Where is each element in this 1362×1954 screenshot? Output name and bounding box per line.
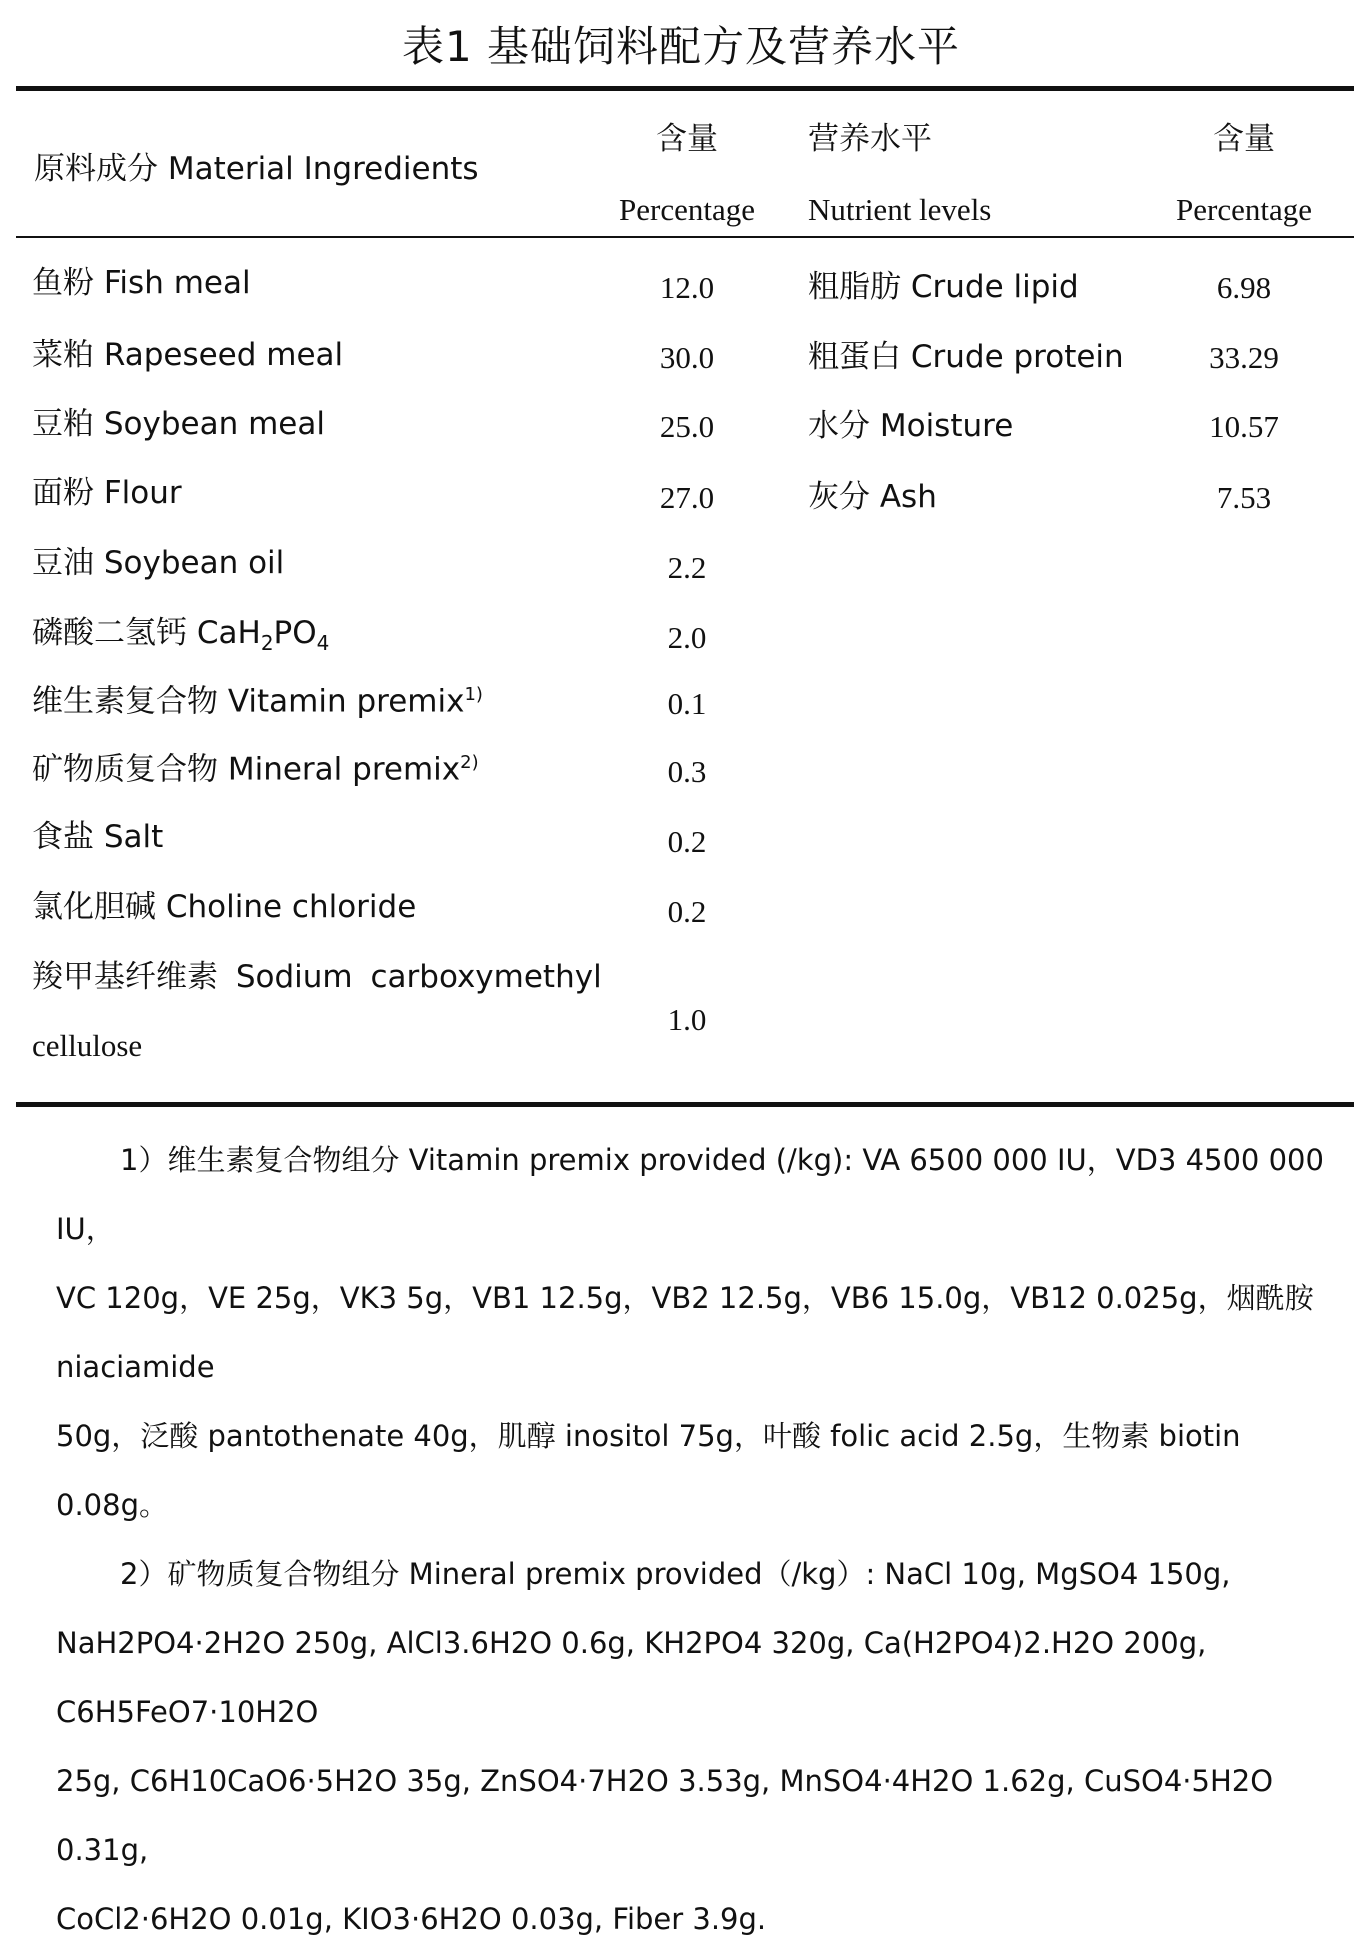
ingredient-name-text: 磷酸二氢钙 CaH bbox=[32, 615, 261, 651]
ingredient-name-line2: cellulose bbox=[32, 1028, 143, 1063]
footnotes bbox=[56, 1126, 1326, 1954]
ingredient-value: 27.0 bbox=[659, 480, 715, 515]
table-row bbox=[0, 265, 1362, 308]
ingredient-name: 菜粕 Rapeseed meal bbox=[32, 337, 344, 373]
table-row bbox=[0, 683, 1362, 726]
top-rule bbox=[16, 86, 1354, 91]
table-row bbox=[0, 819, 1362, 862]
ingredient-name: 豆油 Soybean oil bbox=[32, 545, 285, 581]
table-row bbox=[0, 406, 1362, 449]
table-row bbox=[0, 889, 1362, 932]
ingredient-value: 2.0 bbox=[667, 620, 707, 655]
header-content-cn-2: 含量 bbox=[1213, 121, 1275, 157]
ingredient-value: 12.0 bbox=[659, 270, 715, 305]
footnote-1-line-3: 50g，泛酸 pantothenate 40g，肌醇 inositol 75g，叶酸 folic acid 2.5g，生物素 biotin 0.08g。 bbox=[56, 1419, 1241, 1522]
ingredient-value: 1.0 bbox=[667, 1002, 707, 1037]
table-row bbox=[0, 475, 1362, 518]
header-percentage-2: Percentage bbox=[1176, 192, 1312, 227]
ingredient-name: 羧甲基纤维素 Sodium carboxymethyl bbox=[32, 959, 602, 995]
subscript: 4 bbox=[316, 631, 330, 656]
nutrient-name: 粗蛋白 Crude protein bbox=[808, 339, 1124, 375]
nutrient-value: 7.53 bbox=[1216, 480, 1272, 515]
footnote-1-line-1: 1）维生素复合物组分 Vitamin premix provided (/kg): VA 6500 000 IU，VD3 4500 000 IU， bbox=[56, 1143, 1324, 1246]
ingredient-value: 30.0 bbox=[659, 340, 715, 375]
header-nutrient-cn: 营养水平 bbox=[808, 121, 932, 157]
header-rule bbox=[16, 236, 1354, 238]
nutrient-value: 6.98 bbox=[1216, 270, 1272, 305]
nutrient-name: 灰分 Ash bbox=[808, 479, 937, 515]
footnote-2-line-3: 25g, C6H10CaO6·5H2O 35g, ZnSO4·7H2O 3.53g, MnSO4·4H2O 1.62g, CuSO4·5H2O 0.31g, bbox=[56, 1764, 1274, 1867]
ingredient-name: 面粉 Flour bbox=[32, 475, 182, 511]
table-row bbox=[0, 959, 1362, 1082]
ingredient-name-text: 维生素复合物 Vitamin premix bbox=[32, 683, 465, 720]
table-row bbox=[0, 615, 1362, 658]
ingredient-name bbox=[32, 683, 483, 720]
ingredient-name: 食盐 Salt bbox=[32, 819, 164, 855]
ingredient-name bbox=[32, 751, 479, 788]
ingredient-value: 0.2 bbox=[667, 894, 707, 929]
ingredient-value: 25.0 bbox=[659, 409, 715, 444]
ingredient-name-text: 矿物质复合物 Mineral premix bbox=[32, 751, 461, 788]
ingredient-name: 鱼粉 Fish meal bbox=[32, 265, 251, 301]
footnote-2-line-1: 2）矿物质复合物组分 Mineral premix provided（/kg）: NaCl 10g, MgSO4 150g, bbox=[120, 1557, 1231, 1591]
ingredient-name bbox=[32, 615, 330, 656]
ingredient-name: 豆粕 Soybean meal bbox=[32, 406, 325, 442]
table-title: 表1 基础饲料配方及营养水平 bbox=[401, 22, 961, 71]
ingredient-value: 0.1 bbox=[667, 686, 707, 721]
nutrient-value: 33.29 bbox=[1209, 340, 1279, 375]
table-row bbox=[0, 751, 1362, 794]
footnote-2-line-2: NaH2PO4·2H2O 250g, AlCl3.6H2O 0.6g, KH2PO4 320g, Ca(H2PO4)2.H2O 200g, C6H5FeO7·10H2O bbox=[56, 1626, 1207, 1729]
header-content-cn: 含量 bbox=[656, 121, 718, 157]
ingredient-name: 氯化胆碱 Choline chloride bbox=[32, 889, 417, 925]
ingredient-value: 0.3 bbox=[667, 754, 707, 789]
footnote-marker: 1) bbox=[464, 684, 483, 705]
footnote-2-line-4: CoCl2·6H2O 0.01g, KIO3·6H2O 0.03g, Fiber 3.9g. bbox=[56, 1902, 767, 1936]
subscript: 2 bbox=[260, 631, 274, 656]
nutrient-value: 10.57 bbox=[1209, 409, 1279, 444]
footnote-1-line-2: VC 120g，VE 25g，VK3 5g，VB1 12.5g，VB2 12.5g，VB6 15.0g，VB12 0.025g，烟酰胺 niaciamide bbox=[56, 1281, 1314, 1384]
table-row bbox=[0, 545, 1362, 588]
bottom-rule bbox=[16, 1102, 1354, 1107]
header-nutrient-levels: Nutrient levels bbox=[808, 192, 992, 227]
nutrient-name: 水分 Moisture bbox=[808, 408, 1014, 444]
header-material-ingredients: 原料成分 Material Ingredients bbox=[34, 151, 479, 187]
nutrient-name: 粗脂肪 Crude lipid bbox=[808, 269, 1079, 305]
table-row bbox=[0, 337, 1362, 380]
ingredient-value: 0.2 bbox=[667, 824, 707, 859]
header-percentage: Percentage bbox=[619, 192, 755, 227]
ingredient-value: 2.2 bbox=[667, 550, 707, 585]
footnote-marker: 2) bbox=[460, 752, 479, 773]
ingredient-name-text-2: PO bbox=[273, 615, 317, 651]
